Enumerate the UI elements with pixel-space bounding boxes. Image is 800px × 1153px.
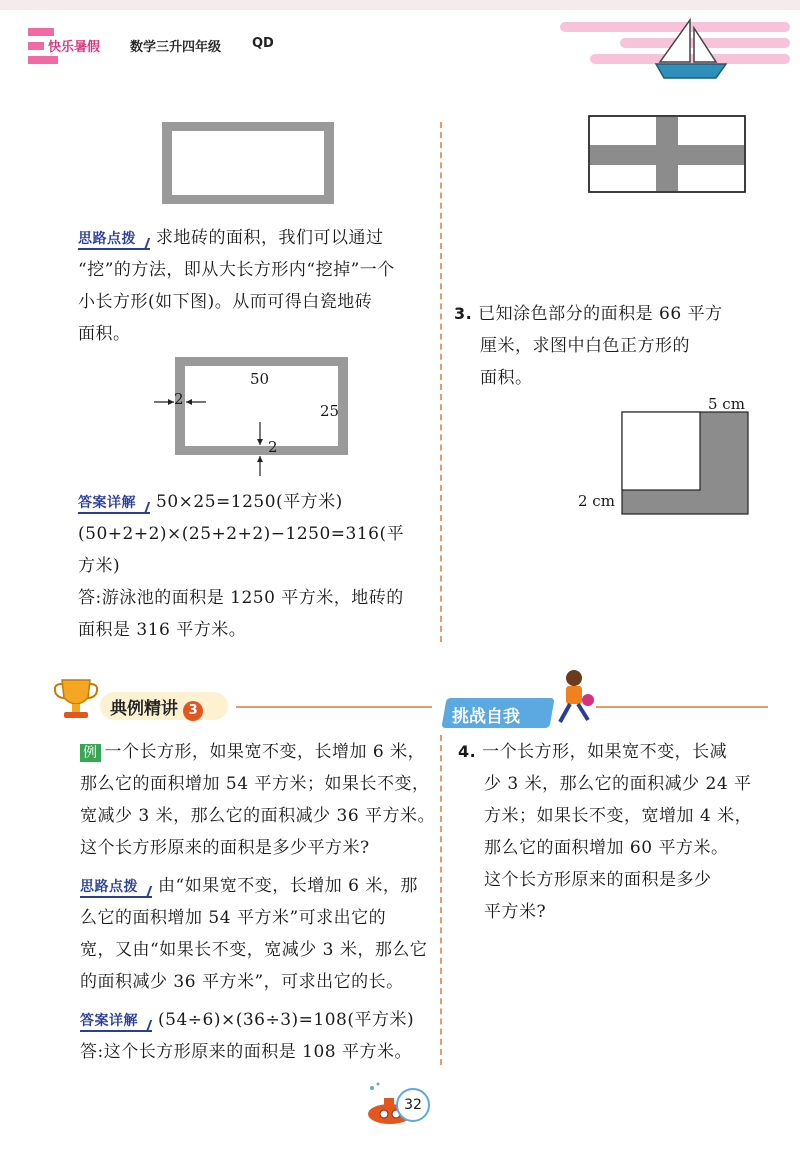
walkway-bottom-label: 2 xyxy=(268,438,278,456)
answer-line: 答:游泳池的面积是 1250 平方米，地砖的 xyxy=(78,588,404,608)
page-number: 32 xyxy=(396,1088,430,1122)
hint-line: 求地砖的面积，我们可以通过 xyxy=(156,228,384,248)
example-block xyxy=(80,736,440,864)
header-decoration xyxy=(0,0,800,90)
question-line: 方米；如果长不变，宽增加 4 米， xyxy=(484,806,753,826)
example-answer-block xyxy=(80,1004,440,1068)
hint-block-1 xyxy=(78,222,438,350)
hint-line: 的面积减少 36 平方米”，可求出它的长。 xyxy=(80,972,404,992)
example-hint-block xyxy=(80,870,440,998)
figure-square xyxy=(620,410,750,516)
pink-stripe-3 xyxy=(28,56,58,64)
question-line: 已知涂色部分的面积是 66 平方 xyxy=(478,304,723,324)
question-3 xyxy=(454,298,774,394)
question-line: 厘米，求图中白色正方形的 xyxy=(480,336,690,356)
boat-hull-icon xyxy=(656,64,726,78)
question-number: 3. xyxy=(454,304,473,323)
section-line-left xyxy=(236,706,432,708)
walkway-left-label: 2 xyxy=(174,390,184,408)
hint-line: 由“如果宽不变，长增加 6 米，那 xyxy=(158,876,418,896)
hint-line: “挖”的方法，即从大长方形内“挖掉”一个 xyxy=(78,260,395,280)
example-line: 那么它的面积增加 54 平方米；如果长不变， xyxy=(80,774,430,794)
label-2cm: 2 cm xyxy=(578,492,615,510)
example-line: 这个长方形原来的面积是多少平方米? xyxy=(80,838,370,858)
hint-line: 宽，又由“如果长不变，宽减少 3 米，那么它 xyxy=(80,940,428,960)
challenge-badge: 挑战自我 xyxy=(452,707,520,727)
answer-line: 面积是 316 平方米。 xyxy=(78,620,247,640)
question-number: 4. xyxy=(458,742,477,761)
figure-cross xyxy=(588,115,748,195)
question-line: 平方米? xyxy=(484,902,547,922)
runner-icon xyxy=(550,668,596,728)
brand-title: 快乐暑假 xyxy=(48,40,101,55)
column-divider xyxy=(440,122,442,642)
question-line: 那么它的面积增加 60 平方米。 xyxy=(484,838,729,858)
question-line: 少 3 米，那么它的面积减少 24 平 xyxy=(484,774,752,794)
answer-block-1 xyxy=(78,486,438,646)
pink-stripe-2 xyxy=(28,42,44,50)
section-line-right xyxy=(596,706,768,708)
hint-line: 小长方形(如下图)。从而可得白瓷地砖 xyxy=(78,292,373,312)
answer-line: 答:这个长方形原来的面积是 108 平方米。 xyxy=(80,1042,412,1062)
section-title: 典例精讲 xyxy=(110,699,178,719)
question-4 xyxy=(458,736,778,928)
column-divider-2 xyxy=(440,735,442,1065)
example-line: 一个长方形，如果宽不变，长增加 6 米， xyxy=(104,742,426,762)
pink-cloud-1 xyxy=(560,22,790,32)
figure-frame-1 xyxy=(158,118,338,208)
example-line: 宽减少 3 米，那么它的面积减少 36 平方米。 xyxy=(80,806,436,826)
example-tag: 例 xyxy=(80,744,101,762)
pool-width-label: 25 xyxy=(320,402,340,420)
answer-line: 方米) xyxy=(78,556,121,576)
section-number: 3 xyxy=(183,701,203,721)
pool-length-label: 50 xyxy=(250,370,270,388)
pink-stripe-1 xyxy=(28,28,54,36)
question-line: 这个长方形原来的面积是多少 xyxy=(484,870,712,890)
answer-line: (54÷6)×(36÷3)=108(平方米) xyxy=(158,1010,415,1030)
answer-tag: 答案详解 xyxy=(78,494,150,514)
question-line: 一个长方形，如果宽不变，长减 xyxy=(482,742,728,762)
answer-line: 50×25=1250(平方米) xyxy=(156,492,343,512)
answer-tag: 答案详解 xyxy=(80,1012,152,1032)
answer-line: (50+2+2)×(25+2+2)−1250=316(平 xyxy=(78,524,405,544)
question-line: 面积。 xyxy=(480,368,533,388)
hint-tag: 思路点拨 xyxy=(80,878,152,898)
subject-title: 数学三升四年级 xyxy=(130,40,222,55)
label-5cm: 5 cm xyxy=(708,395,745,413)
section-header-label xyxy=(110,694,203,721)
hint-tag: 思路点拨 xyxy=(78,230,150,250)
trophy-icon xyxy=(50,676,102,722)
hint-line: 面积。 xyxy=(78,324,131,344)
hint-line: 么它的面积增加 54 平方米”可求出它的 xyxy=(80,908,387,928)
edition-label: QD xyxy=(252,36,274,51)
